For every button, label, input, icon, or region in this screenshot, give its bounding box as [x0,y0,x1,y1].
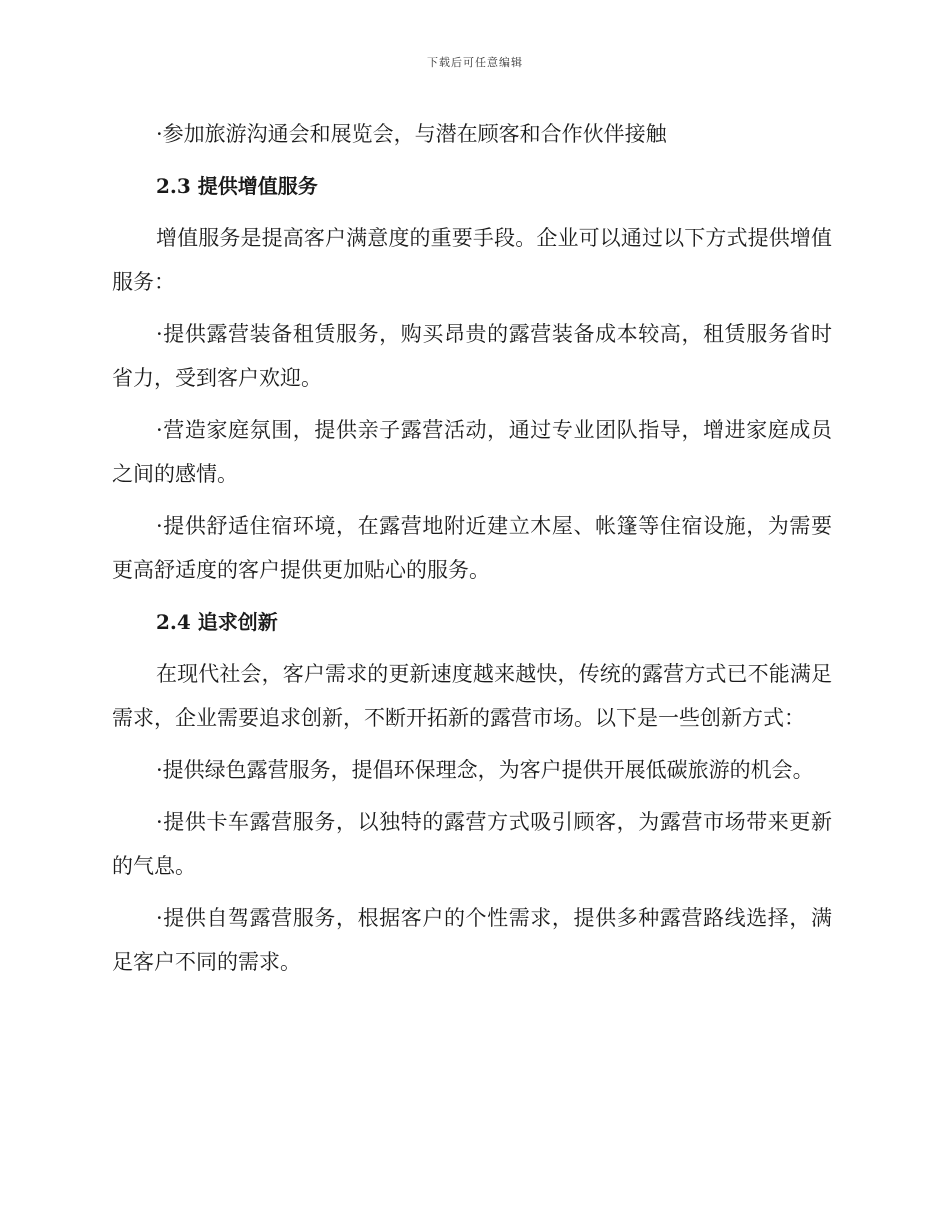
bullet-paragraph: ·提供露营装备租赁服务，购买昂贵的露营装备成本较高，租赁服务省时省力，受到客户欢迎。 [112,322,832,390]
bullet-paragraph: ·参加旅游沟通会和展览会，与潜在顾客和合作伙伴接触 [156,122,667,146]
body-paragraph: 增值服务是提高客户满意度的重要手段。企业可以通过以下方式提供增值服务： [112,226,832,294]
bullet-paragraph: ·提供卡车露营服务，以独特的露营方式吸引顾客，为露营市场带来更新的气息。 [112,810,832,878]
bullet-paragraph: ·提供舒适住宿环境，在露营地附近建立木屋、帐篷等住宿设施，为需要更高舒适度的客户提供更加贴心的服务。 [112,514,832,582]
body-paragraph: 在现代社会，客户需求的更新速度越来越快，传统的露营方式已不能满足需求，企业需要追求创新，不断开拓新的露营市场。以下是一些创新方式： [112,662,832,730]
bullet-paragraph: ·提供绿色露营服务，提倡环保理念，为客户提供开展低碳旅游的机会。 [156,758,814,782]
section-heading: 2.3 提供增值服务 [156,174,318,198]
bullet-paragraph: ·营造家庭氛围，提供亲子露营活动，通过专业团队指导，增进家庭成员之间的感情。 [112,418,832,486]
section-heading: 2.4 追求创新 [156,610,278,634]
document-body [112,112,832,992]
bullet-paragraph: ·提供自驾露营服务，根据客户的个性需求，提供多种露营路线选择，满足客户不同的需求。 [112,906,832,974]
page-header: 下载后可任意编辑 [427,56,523,69]
